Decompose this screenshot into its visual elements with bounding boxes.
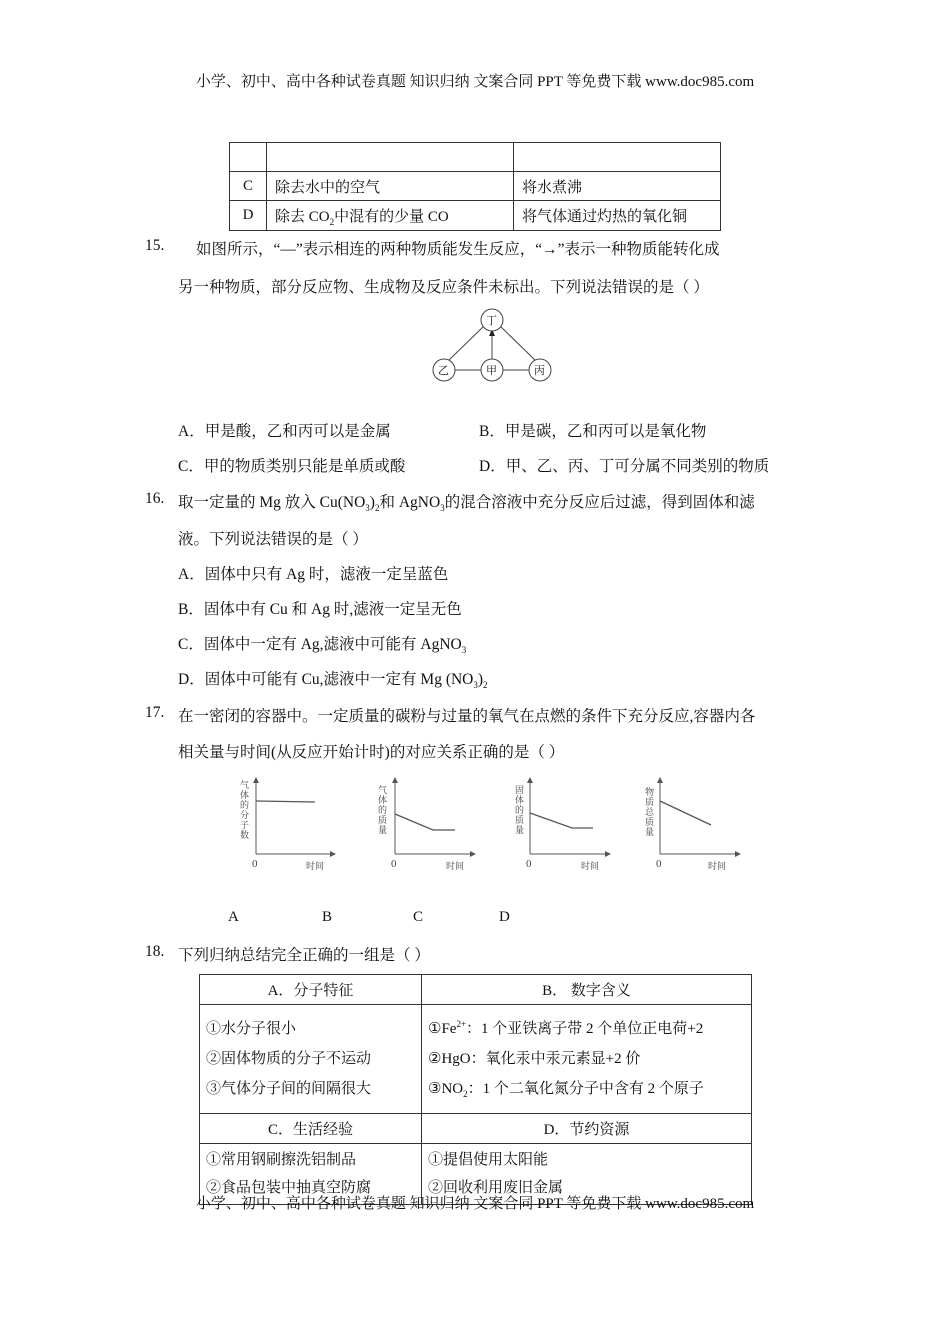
superscript: 2+: [456, 1019, 467, 1029]
char: 质: [645, 797, 655, 807]
node-yi: 乙: [438, 365, 449, 377]
char: 质: [378, 815, 388, 825]
char: 体: [240, 790, 250, 800]
graph-letter-a: A: [228, 909, 239, 925]
graph-a-origin: 0: [252, 858, 258, 870]
row-purpose: 除去水中的空气: [267, 172, 514, 201]
cell-b-title: B． 数字含义: [422, 975, 752, 1005]
graph-b-ylabel: [378, 785, 388, 835]
table-row: [230, 172, 721, 201]
list-item: ①提倡使用太阳能: [428, 1152, 549, 1168]
top-table: [229, 142, 721, 231]
subscript: 2: [374, 503, 380, 514]
graph-a: [256, 778, 335, 854]
graph-b-origin: 0: [391, 858, 397, 870]
q16-option-a: A．固体中只有 Ag 时，滤液一定呈蓝色: [178, 566, 449, 583]
q15-option-d: D．甲、乙、丙、丁可分属不同类别的物质: [479, 458, 770, 475]
cell-a-title: A．分子特征: [200, 975, 422, 1005]
char: 子: [240, 820, 250, 830]
graph-d: [660, 778, 740, 854]
char: 气: [378, 785, 388, 795]
graph-c: [530, 778, 610, 854]
graph-a-ylabel: [240, 780, 250, 840]
q15-option-a: A．甲是酸，乙和丙可以是金属: [178, 423, 391, 440]
graph-c-xlabel: 时间: [581, 861, 600, 871]
q16-option-c: [178, 632, 466, 655]
text: 取一定量的 Mg 放入 Cu(NO: [178, 494, 366, 511]
text: ③NO: [428, 1081, 464, 1097]
table-row: [230, 143, 721, 172]
list-item: ①水分子很小: [206, 1021, 297, 1037]
list-item: ②固体物质的分子不运动: [206, 1051, 372, 1067]
node-jia: 甲: [486, 365, 497, 377]
char: 的: [515, 805, 525, 815]
cell-c-title: C．生活经验: [200, 1114, 422, 1144]
graph-d-ylabel: [645, 787, 655, 837]
text: C．固体中一定有 Ag,滤液中可能有 AgNO: [178, 636, 462, 653]
q15-option-c: C．甲的物质类别只能是单质或酸: [178, 458, 406, 475]
char: 的: [378, 805, 388, 815]
list-item: ②HgO：氧化汞中汞元素显+2 价: [428, 1051, 641, 1067]
q17-line2: 相关量与时间(从反应开始计时)的对应关系正确的是（ ）: [178, 744, 565, 761]
subscript: 2: [483, 680, 488, 691]
page-header: 小学、初中、高中各种试卷真题 知识归纳 文案合同 PPT 等免费下载 www.doc985.com: [195, 74, 755, 90]
list-item: ②食品包装中抽真空防腐: [206, 1180, 372, 1196]
char: 体: [378, 795, 388, 805]
table-header-row: [200, 975, 752, 1005]
char: 气: [240, 780, 250, 790]
row-method: 将水煮沸: [514, 172, 721, 201]
list-item: [428, 1009, 745, 1044]
char: 物: [645, 787, 655, 797]
q16-option-d: [178, 667, 488, 690]
table-row: [200, 1005, 752, 1114]
q15-line2: 另一种物质，部分反应物、生成物及反应条件未标出。下列说法错误的是（ ）: [178, 279, 709, 296]
text: ：1 个二氧化氮分子中含有 2 个原子: [467, 1081, 704, 1097]
char: 体: [515, 795, 525, 805]
row-label: [230, 143, 267, 172]
graph-c-ylabel: [515, 785, 525, 835]
char: 量: [515, 825, 525, 835]
node-ding: 丁: [486, 315, 497, 327]
list-item: [428, 1074, 745, 1109]
char: 质: [515, 815, 525, 825]
q16-number: 16.: [145, 490, 165, 507]
text: 中混有的少量 CO: [334, 208, 449, 225]
node-bing: 丙: [534, 365, 545, 377]
text: D．固体中可能有 Cu,滤液中一定有 Mg (NO: [178, 671, 474, 688]
text: ): [369, 494, 375, 511]
q15-number: 15.: [145, 237, 165, 254]
q18-number: 18.: [145, 943, 165, 960]
row-method: 将气体通过灼热的氧化铜: [514, 201, 721, 231]
char: 的: [240, 800, 250, 810]
list-item: ③气体分子间的间隔很大: [206, 1081, 372, 1097]
row-purpose: [267, 201, 514, 231]
row-label: C: [230, 172, 267, 201]
graph-letter-d: D: [499, 909, 510, 925]
graph-b-xlabel: 时间: [446, 861, 465, 871]
char: 数: [240, 830, 250, 840]
subscript: 2: [463, 1089, 468, 1099]
char: 质: [645, 817, 655, 827]
graph-b: [395, 778, 475, 854]
char: 固: [515, 785, 525, 795]
table-row: [230, 201, 721, 231]
list-item: ①常用钢刷擦洗铝制品: [206, 1152, 357, 1168]
q18-table: [199, 974, 752, 1205]
subscript: 3: [365, 503, 370, 514]
q15-line1: 如图所示，“—”表示相连的两种物质能发生反应，“→”表示一种物质能转化成: [196, 241, 720, 258]
row-method: [514, 143, 721, 172]
text: 和 AgNO: [379, 494, 441, 511]
text: ：1 个亚铁离子带 2 个单位正电荷+2: [466, 1021, 704, 1037]
list-item: ②回收利用废旧金属: [428, 1180, 564, 1196]
table-header-row: [200, 1114, 752, 1144]
q18-line1: 下列归纳总结完全正确的一组是（ ）: [178, 947, 430, 964]
graph-a-xlabel: 时间: [306, 861, 325, 871]
cell-d-title: D．节约资源: [422, 1114, 752, 1144]
graph-d-origin: 0: [656, 858, 662, 870]
text: ①Fe: [428, 1021, 457, 1037]
subscript: 2: [329, 216, 335, 227]
row-purpose: [267, 143, 514, 172]
subscript: 3: [461, 645, 467, 656]
graph-d-xlabel: 时间: [708, 861, 727, 871]
graph-letter-c: C: [413, 909, 424, 925]
char: 分: [240, 810, 250, 820]
q16-option-b: B．固体中有 Cu 和 Ag 时,滤液一定呈无色: [178, 601, 462, 618]
q17-line1: 在一密闭的容器中。一定质量的碳粉与过量的氧气在点燃的条件下充分反应,容器内各: [178, 708, 756, 725]
text: 的混合溶液中充分反应后过滤，得到固体和滤: [444, 494, 755, 511]
page-footer: 小学、初中、高中各种试卷真题 知识归纳 文案合同 PPT 等免费下载 www.doc985.com: [195, 1196, 755, 1212]
q17-number: 17.: [145, 704, 165, 721]
subscript: 3: [473, 680, 478, 691]
subscript: 3: [440, 503, 445, 514]
graph-c-origin: 0: [526, 858, 532, 870]
q16-line1: [178, 490, 755, 513]
cell-b-items: [422, 1005, 752, 1114]
char: 总: [645, 807, 655, 817]
char: 量: [378, 825, 388, 835]
text: 除去 CO: [275, 208, 330, 225]
text: ): [477, 671, 484, 688]
cell-a-items: [200, 1005, 422, 1114]
char: 量: [645, 827, 655, 837]
q15-option-b: B．甲是碳，乙和丙可以是氧化物: [479, 423, 707, 440]
q17-graphs: [225, 772, 745, 877]
q16-line2: 液。下列说法错误的是（ ）: [178, 531, 368, 548]
graph-letter-b: B: [322, 909, 333, 925]
row-label: D: [230, 201, 267, 231]
